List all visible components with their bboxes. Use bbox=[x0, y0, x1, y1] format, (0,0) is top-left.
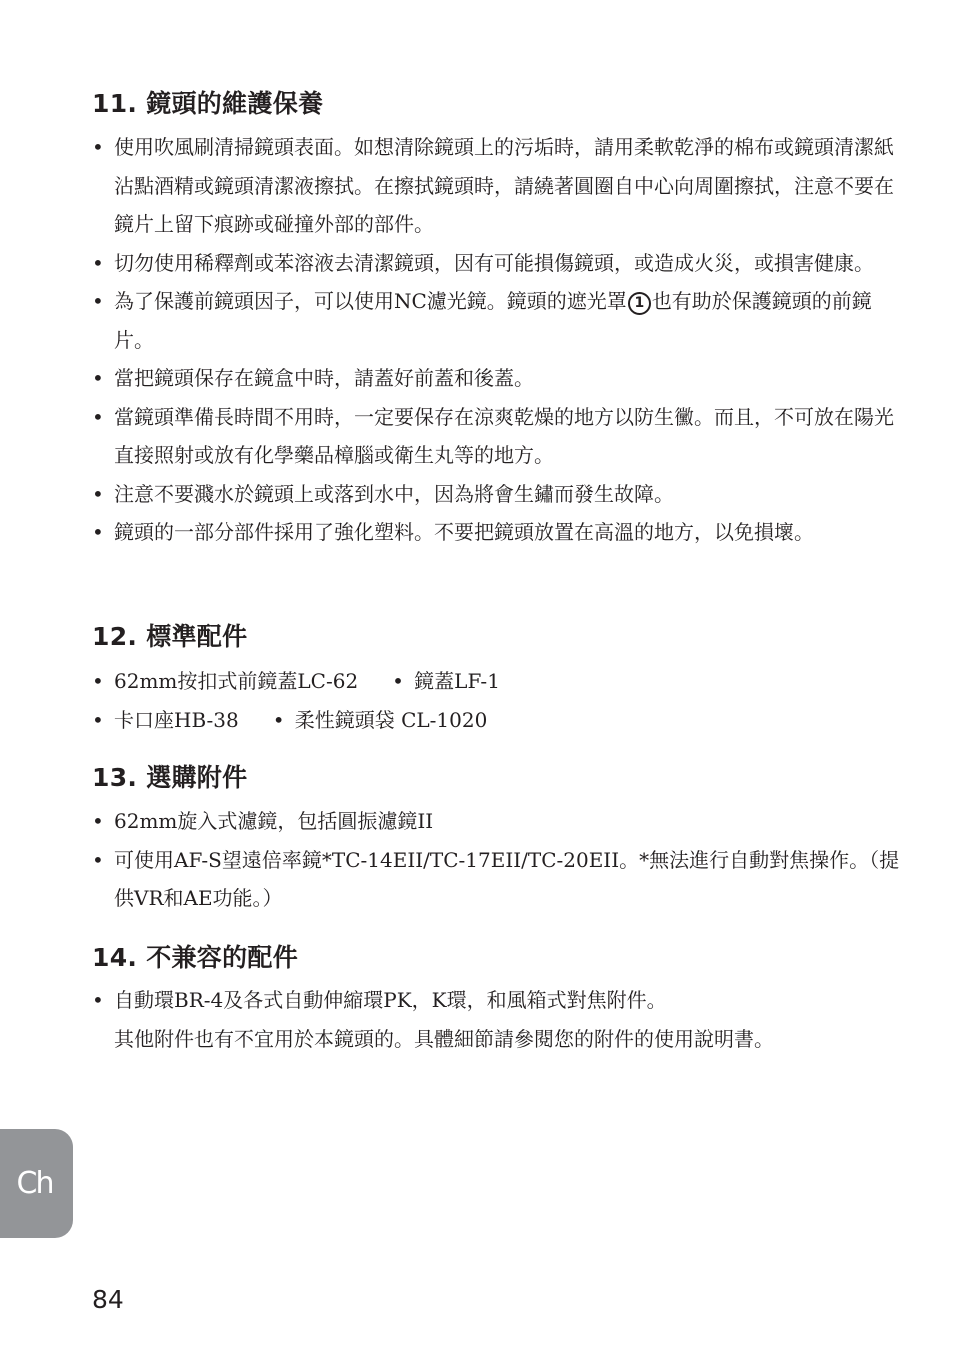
section-title-incompatible-accessories: 14. 不兼容的配件 bbox=[92, 943, 298, 972]
list-item: • 卡口座HB-38 bbox=[92, 700, 239, 740]
section-title-standard-accessories: 12. 標準配件 bbox=[92, 622, 248, 651]
lens-hood-callout-marker: 1 bbox=[628, 292, 651, 315]
list-item: • 注意不要濺水於鏡頭上或落到水中，因為將會生鏽而發生故障。 bbox=[92, 475, 904, 514]
language-tab-label: Ch bbox=[16, 1166, 53, 1201]
list-item bbox=[92, 282, 904, 359]
list-item: • 切勿使用稀釋劑或苯溶液去清潔鏡頭，因有可能損傷鏡頭，或造成火災，或損害健康。 bbox=[92, 244, 904, 283]
list-item: • 當把鏡頭保存在鏡盒中時，請蓋好前蓋和後蓋。 bbox=[92, 359, 904, 398]
list-item: • 可使用AF-S望遠倍率鏡*TC-14EII/TC-17EII/TC-20EII。*無法進行自動對焦操作。（提供VR和AE功能。） bbox=[92, 841, 904, 918]
list-item: • 當鏡頭準備長時間不用時，一定要保存在涼爽乾燥的地方以防生黴。而且，不可放在陽光直接照射或放有化學藥品樟腦或衛生丸等的地方。 bbox=[92, 398, 904, 475]
list-item: • 鏡頭的一部分部件採用了強化塑料。不要把鏡頭放置在高溫的地方，以免損壞。 bbox=[92, 513, 904, 552]
maintenance-list bbox=[92, 128, 904, 552]
standard-accessories-row bbox=[92, 700, 487, 740]
list-item-text: 也有助於保護鏡頭的前鏡片。 bbox=[114, 289, 872, 352]
section-title-optional-accessories: 13. 選購附件 bbox=[92, 763, 248, 792]
page-number: 84 bbox=[92, 1285, 124, 1314]
list-item: • 鏡蓋LF-1 bbox=[392, 661, 500, 701]
optional-accessories-list bbox=[92, 802, 904, 918]
incompatible-accessories-list bbox=[92, 981, 904, 1058]
section-title-maintenance: 11. 鏡頭的維護保養 bbox=[92, 89, 324, 118]
list-item: • 62mm按扣式前鏡蓋LC-62 bbox=[92, 661, 358, 701]
language-tab bbox=[0, 1129, 73, 1238]
standard-accessories-row bbox=[92, 661, 500, 701]
list-item: • 62mm旋入式濾鏡，包括圓振濾鏡II bbox=[92, 802, 904, 841]
list-item-text: 為了保護前鏡頭因子，可以使用NC濾光鏡。鏡頭的遮光罩 bbox=[114, 289, 627, 313]
list-item: • 自動環BR-4及各式自動伸縮環PK，K環，和風箱式對焦附件。 bbox=[92, 981, 904, 1020]
note-text: 其他附件也有不宜用於本鏡頭的。具體細節請參閱您的附件的使用說明書。 bbox=[114, 1026, 774, 1051]
list-item: • 柔性鏡頭袋 CL-1020 bbox=[273, 700, 488, 740]
list-item: • 使用吹風刷清掃鏡頭表面。如想清除鏡頭上的污垢時，請用柔軟乾淨的棉布或鏡頭清潔紙沾點酒精或鏡頭清潔液擦拭。在擦拭鏡頭時，請繞著圓圈自中心向周圍擦拭，注意不要在鏡片上留下痕跡或碰撞外部的部件。 bbox=[92, 128, 904, 244]
